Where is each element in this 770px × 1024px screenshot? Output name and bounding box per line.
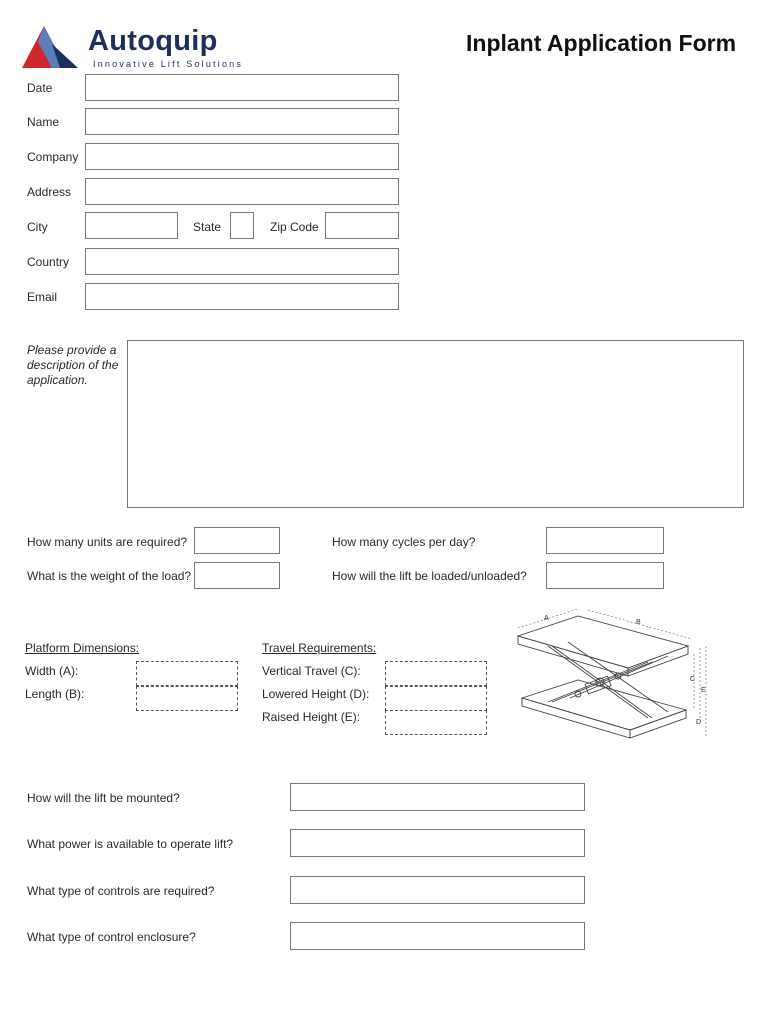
scissor-lift-diagram [508,606,708,754]
diagram-label-b: B [636,619,641,626]
load-weight-label: What is the weight of the load? [27,569,192,583]
date-field[interactable] [85,74,399,101]
control-enclosure-label: What type of control enclosure? [27,930,196,944]
logo-name: Autoquip [88,25,218,57]
raised-height-e-field[interactable] [385,710,487,735]
diagram-label-a: A [544,615,549,622]
lowered-height-d-label: Lowered Height (D): [262,687,370,701]
control-enclosure-field[interactable] [290,922,585,950]
width-a-field[interactable] [136,661,238,686]
units-required-label: How many units are required? [27,535,188,549]
lowered-height-d-field[interactable] [385,686,487,711]
power-available-field[interactable] [290,829,585,857]
state-field[interactable] [230,212,254,239]
autoquip-logo-mark [22,24,80,70]
controls-type-field[interactable] [290,876,585,904]
zip-code-label: Zip Code [270,220,319,234]
description-label: Please provide a description of the application. [27,343,119,387]
country-field[interactable] [85,248,399,275]
country-label: Country [27,255,70,269]
address-field[interactable] [85,178,399,205]
length-b-label: Length (B): [25,687,85,701]
mounting-label: How will the lift be mounted? [27,791,180,805]
city-field[interactable] [85,212,178,239]
zip-code-field[interactable] [325,212,399,239]
email-field[interactable] [85,283,399,310]
address-label: Address [27,185,72,199]
load-weight-field[interactable] [194,562,280,589]
platform-dimensions-heading: Platform Dimensions: [25,641,140,655]
diagram-label-d: D [696,719,702,726]
vertical-travel-c-field[interactable] [385,661,487,686]
state-label: State [193,220,222,234]
city-label: City [27,220,48,234]
name-field[interactable] [85,108,399,135]
raised-height-e-label: Raised Height (E): [262,710,361,724]
vertical-travel-c-label: Vertical Travel (C): [262,664,361,678]
logo-tagline: Innovative Lift Solutions [93,59,244,69]
units-required-field[interactable] [194,527,280,554]
name-label: Name [27,115,60,129]
loading-method-label: How will the lift be loaded/unloaded? [332,569,527,583]
travel-requirements-heading: Travel Requirements: [262,641,377,655]
email-label: Email [27,290,58,304]
cycles-per-day-label: How many cycles per day? [332,535,476,549]
diagram-label-e: E [701,687,706,694]
description-textarea[interactable] [127,340,744,508]
cycles-per-day-field[interactable] [546,527,664,554]
power-available-label: What power is available to operate lift? [27,837,234,851]
loading-method-field[interactable] [546,562,664,589]
diagram-label-c: C [690,676,696,683]
company-field[interactable] [85,143,399,170]
width-a-label: Width (A): [25,664,79,678]
mounting-field[interactable] [290,783,585,811]
length-b-field[interactable] [136,686,238,711]
company-label: Company [27,150,79,164]
controls-type-label: What type of controls are required? [27,884,215,898]
page-title: Inplant Application Form [466,30,737,56]
date-label: Date [27,81,53,95]
